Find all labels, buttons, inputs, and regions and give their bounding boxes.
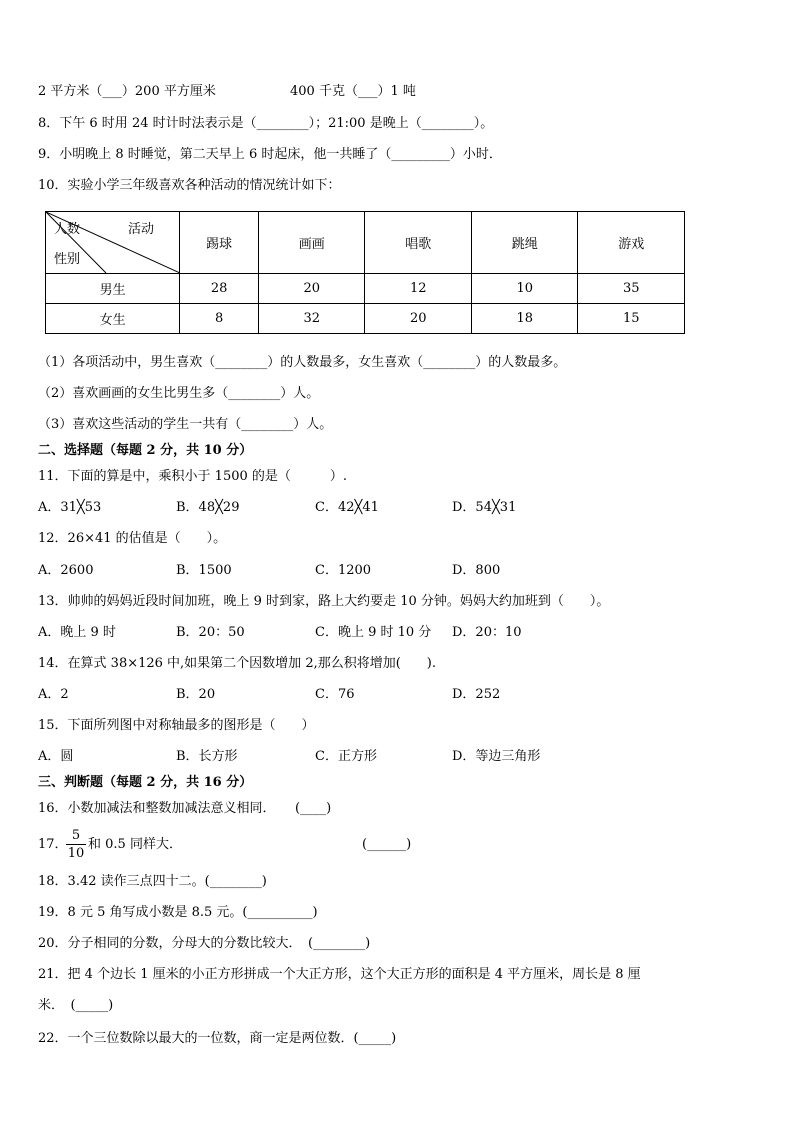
option-a: A．31╳53 [38,500,102,515]
table-row [46,304,685,334]
question-8: 8．下午 6 时用 24 时计时法表示是（________）；21:00 是晚上（________）。 [38,116,494,131]
header-cell: 踢球 [180,212,259,274]
question-17-blank: (______) [362,837,412,852]
question-17-number: 17． [38,837,68,852]
option-a: A．晚上 9 时 [38,625,116,640]
question-19: 19．8 元 5 角写成小数是 8.5 元。(__________) [38,905,318,920]
header-cell: 跳绳 [471,212,578,274]
question-21-continued: 米． (_____) [38,998,114,1013]
option-a: A．2600 [38,563,94,578]
option-b: B．1500 [176,563,232,578]
option-d: D．800 [452,563,501,578]
fraction-bar [66,844,86,845]
option-b: B．20 [176,687,216,702]
option-c: C．正方形 [315,749,377,764]
option-d: D．20：10 [452,625,522,640]
question-18: 18．3.42 读作三点四十二。(________) [38,874,267,889]
fraction-five-tenths [66,828,86,861]
question-16: 16．小数加减法和整数加减法意义相同． (____) [38,801,332,816]
question-14: 14．在算式 38×126 中,如果第二个因数增加 2,那么积将增加( ). [38,656,436,671]
activity-stats-table [45,211,685,334]
table-corner-cell [46,212,180,274]
question-21: 21．把 4 个边长 1 厘米的小正方形拼成一个大正方形，这个大正方形的面积是 4 平方厘米，周长是 8 厘 [38,967,641,982]
option-d: D．54╳31 [452,500,517,515]
option-c: C．42╳41 [315,500,379,515]
table-cell: 20 [258,274,365,304]
question-13: 13．帅帅的妈妈近段时间加班，晚上 9 时到家，路上大约要走 10 分钟。妈妈大约加班到（ ）。 [38,594,610,609]
corner-gender: 性别 [54,252,81,267]
question-10-3: （3）喜欢这些活动的学生一共有（________）人。 [38,417,333,432]
fraction-numerator: 5 [71,828,81,843]
option-d: D．等边三角形 [452,749,541,764]
question-15: 15．下面所列图中对称轴最多的图形是（ ） [38,718,315,733]
fraction-denominator: 10 [67,846,85,861]
table-header-row [46,212,685,274]
option-c: C．76 [315,687,355,702]
row-label: 男生 [46,274,180,304]
header-cell: 唱歌 [365,212,472,274]
question-10-2: （2）喜欢画画的女生比男生多（________）人。 [38,386,320,401]
option-b: B．48╳29 [176,500,240,515]
header-cell: 游戏 [578,212,685,274]
table-cell: 10 [471,274,578,304]
table-cell: 28 [180,274,259,304]
question-9: 9．小明晚上 8 时睡觉，第二天早上 6 时起床，他一共睡了（_________）小时． [38,147,502,162]
table-cell: 15 [578,304,685,334]
table-cell: 35 [578,274,685,304]
option-b: B．长方形 [176,749,238,764]
table-cell: 12 [365,274,472,304]
question-20: 20．分子相同的分数，分母大的分数比较大． (________) [38,936,371,951]
question-11: 11．下面的算是中，乘积小于 1500 的是（ ）. [38,469,348,484]
question-10-1: （1）各项活动中，男生喜欢（________）的人数最多，女生喜欢（________）的人数最多。 [38,355,567,370]
option-c: C．晚上 9 时 10 分 [315,625,432,640]
question-12: 12．26×41 的估值是（ ）。 [38,531,227,546]
table-cell: 32 [258,304,365,334]
question-22: 22．一个三位数除以最大的一位数，商一定是两位数．(_____) [38,1031,397,1046]
option-a: A．圆 [38,749,74,764]
table-cell: 20 [365,304,472,334]
option-d: D．252 [452,687,501,702]
corner-activity: 活动 [128,222,155,237]
row-label: 女生 [46,304,180,334]
option-c: C．1200 [315,563,372,578]
compare-area: 2 平方米（___）200 平方厘米 [38,84,216,99]
section-choice-title: 二、选择题（每题 2 分，共 10 分） [38,443,253,458]
table-row [46,274,685,304]
table-cell: 8 [180,304,259,334]
option-a: A．2 [38,687,69,702]
header-cell: 画画 [258,212,365,274]
table-cell: 18 [471,304,578,334]
question-10: 10．实验小学三年级喜欢各种活动的情况统计如下： [38,178,341,193]
corner-people: 人数 [54,222,81,237]
question-17-text: 和 0.5 同样大． [88,837,182,852]
compare-mass: 400 千克（___）1 吨 [290,84,416,99]
section-judge-title: 三、判断题（每题 2 分，共 16 分） [38,775,253,790]
option-b: B．20：50 [176,625,245,640]
